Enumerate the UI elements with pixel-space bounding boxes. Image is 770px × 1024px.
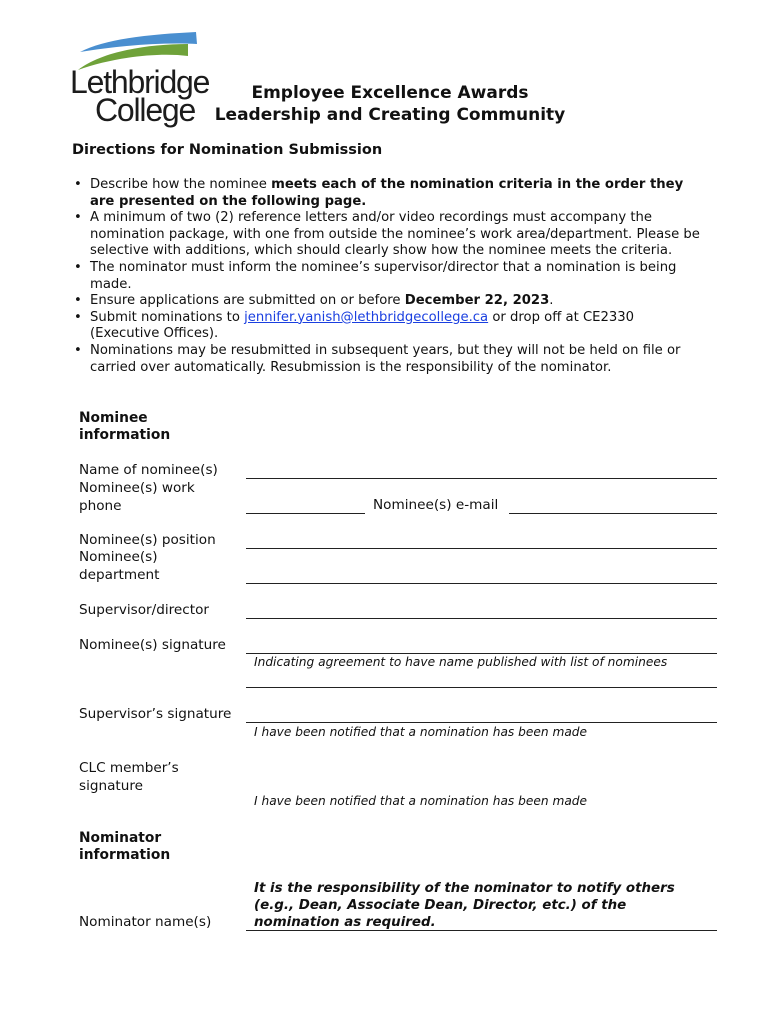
- nominee-position-field[interactable]: [246, 548, 717, 549]
- nominator-note: It is the responsibility of the nominator to notify others (e.g., Dean, Associate Dean, Director, etc.) of the nomination as required.: [254, 881, 675, 930]
- nominee-name-label: Name of nominee(s): [79, 462, 218, 478]
- clc-signature-note: I have been notified that a nomination has been made: [254, 794, 588, 808]
- nominator-name-field[interactable]: [246, 930, 717, 931]
- logo-text-lethbridge: Lethbridge: [70, 64, 210, 100]
- direction-item: • Submit nominations to jennifer.yanish@lethbridgecollege.ca or drop off at CE2330 (Executive Offices).: [72, 310, 702, 343]
- supervisor-signature-label: Supervisor’s signature: [79, 706, 232, 722]
- supervisor-label: Supervisor/director: [79, 602, 209, 618]
- nominee-email-field[interactable]: [509, 513, 717, 514]
- nominee-department-field[interactable]: [246, 583, 717, 584]
- nominee-phone-label: Nominee(s) work phone: [79, 480, 195, 514]
- nominee-signature-label: Nominee(s) signature: [79, 637, 226, 653]
- nominator-info-heading: Nominator information: [79, 830, 171, 863]
- nominee-signature-note: Indicating agreement to have name published with list of nominees: [254, 655, 668, 669]
- supervisor-field[interactable]: [246, 618, 717, 619]
- supervisor-signature-note: I have been notified that a nomination has been made: [254, 725, 588, 739]
- direction-item: • A minimum of two (2) reference letters and/or video recordings must accompany the nomination package, with one from outside the nominee’s work area/department. Please be selective with additions, which should clearly show how the nominee meets the criteria.: [72, 210, 702, 260]
- nominator-name-label: Nominator name(s): [79, 914, 212, 930]
- email-link[interactable]: jennifer.yanish@lethbridgecollege.ca: [244, 309, 489, 325]
- logo-text-college: College: [95, 92, 196, 128]
- nominee-email-label: Nominee(s) e-mail: [373, 497, 499, 513]
- title-line-1: Employee Excellence Awards: [251, 83, 529, 103]
- direction-item: • Nominations may be resubmitted in subsequent years, but they will not be held on file or carried over automatically. Resubmission is the responsibility of the nominator.: [72, 343, 702, 376]
- lethbridge-college-logo: [68, 30, 213, 130]
- direction-item: • Describe how the nominee meets each of the nomination criteria in the order they are presented on the following page.: [72, 177, 702, 210]
- nominee-signature-field-2[interactable]: [246, 687, 717, 688]
- page-title: [200, 82, 580, 126]
- nominee-info-heading: Nominee information: [79, 410, 171, 443]
- nominee-department-label: Nominee(s) department: [79, 549, 160, 583]
- nominee-phone-field[interactable]: [246, 513, 365, 514]
- directions-list: [72, 177, 702, 376]
- nominee-name-field[interactable]: [246, 478, 717, 479]
- nominee-signature-field[interactable]: [246, 653, 717, 654]
- nominee-position-label: Nominee(s) position: [79, 532, 216, 548]
- title-line-2: Leadership and Creating Community: [214, 105, 566, 125]
- direction-item: • The nominator must inform the nominee’s supervisor/director that a nomination is being made.: [72, 260, 702, 293]
- supervisor-signature-field[interactable]: [246, 722, 717, 723]
- direction-item: • Ensure applications are submitted on or before December 22, 2023.: [72, 293, 702, 310]
- directions-heading: Directions for Nomination Submission: [72, 142, 383, 158]
- clc-signature-label: CLC member’s signature: [79, 760, 179, 794]
